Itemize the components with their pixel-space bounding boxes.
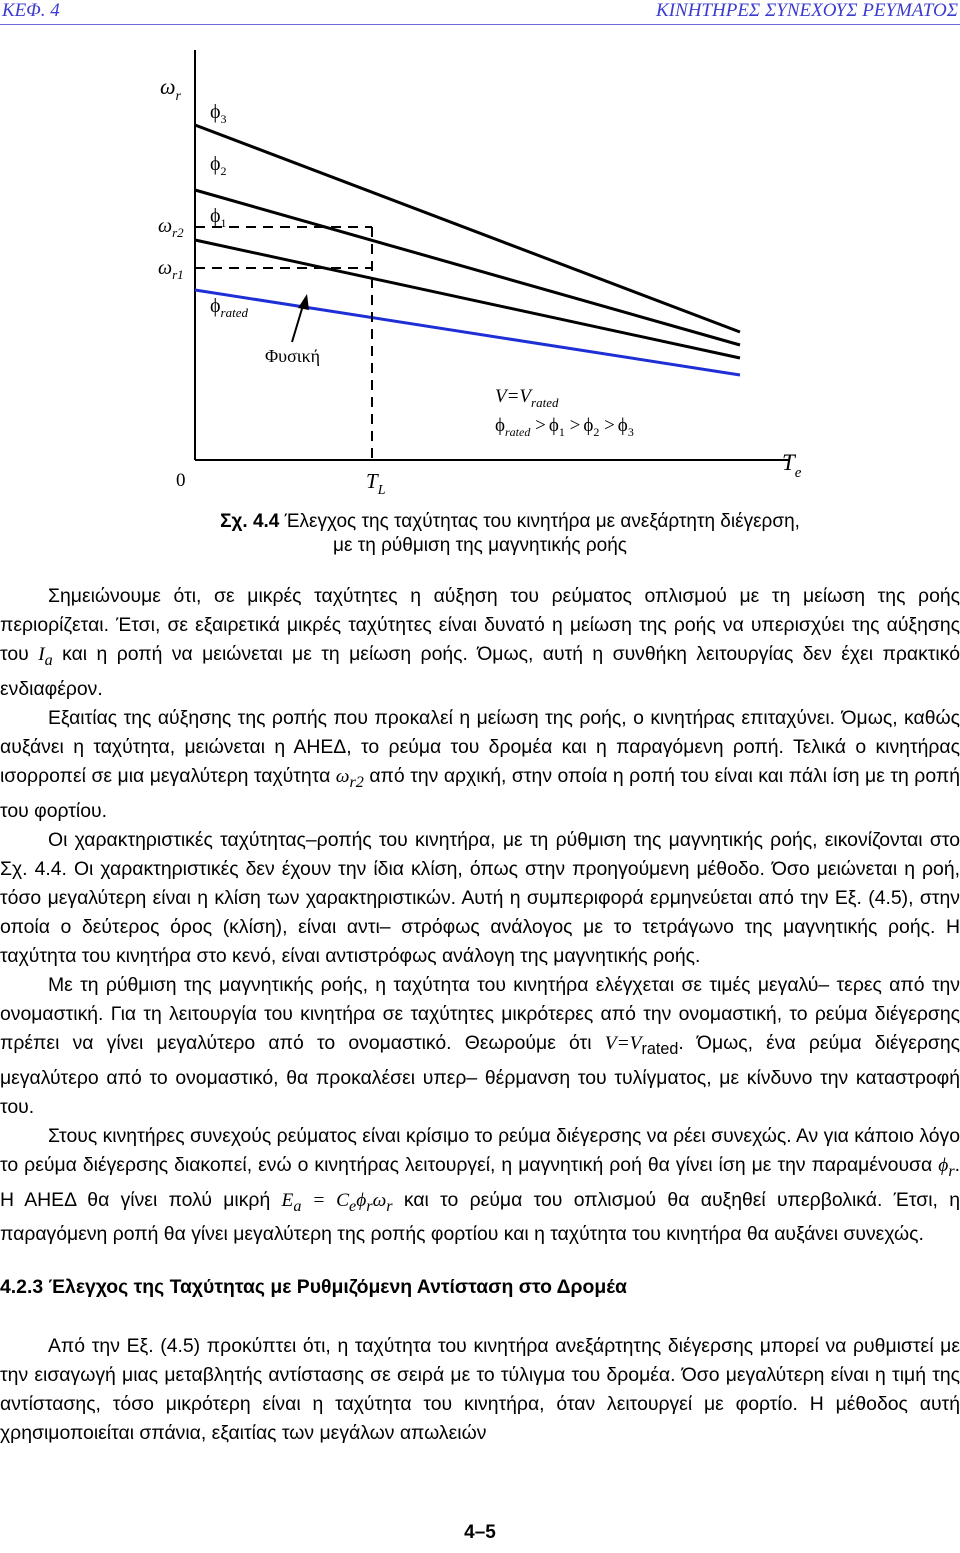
section-heading: 4.2.3 Έλεγχος της Ταχύτητας με Ρυθμιζόμενη Αντίσταση στο Δρομέα (0, 1276, 627, 1299)
fysiki-label: Φυσική (265, 346, 321, 366)
flux-inequality: $\phi_{rated}$ > $\phi_1$ > $\phi_2$ > $\phi_3$ (495, 415, 634, 439)
header-rule (0, 24, 960, 25)
phi3-label: $\phi_3$ (210, 101, 227, 126)
paragraph-4: Με τη ρύθμιση της μαγνητικής ροής, η ταχύτητα του κινητήρα ελέγχεται σε τιμές μεγαλύ– τερες από την ονομαστική. Για τη λειτουργία του κινητήρα σε ταχύτητες μικρότερες από την ονομαστική, το ρεύμα διέγερσης πρέπει να γίνει μεγαλύτερο από το ονομαστικό. Θεωρούμε ότι $V=V_{rated}$. Όμως, ένα ρεύμα διέγερσης μεγαλύτερο από το ονομαστικό, θα προκαλέσει υπερ– θέρμανση του τυλίγματος, με κίνδυνο την καταστροφή του. (0, 973, 960, 1118)
tl-label: $T_L$ (366, 469, 386, 498)
phi1-label: $\phi_1$ (210, 205, 227, 230)
paragraph-6: Από την Εξ. (4.5) προκύπτει ότι, η ταχύτητα του κινητήρα ανεξάρτητης διέγερσης μπορεί να ρυθμιστεί με την εισαγωγή μιας μεταβλητής αντίστασης σε σειρά με το τύλιγμα του δρομέα. Όσο μεγαλύτερη είναι η τιμή της αντίστασης, τόσο μικρότερη είναι η ταχύτητα του κινητήρα, όταν λειτουργεί με φορτίο. Η μέθοδος αυτή χρησιμοποιείται σπάνια, εξαιτίας των μεγάλων απωλειών (0, 1335, 960, 1445)
chapter-title: ΚΙΝΗΤΗΡΕΣ ΣΥΝΕΧΟΥΣ ΡΕΥΜΑΤΟΣ (656, 0, 958, 21)
caption-line-2: με τη ρύθμιση της μαγνητικής ροής (333, 535, 627, 556)
phi2-line (195, 190, 740, 345)
x-axis-label: $T_e$ (782, 450, 802, 481)
paragraph-1: Σημειώνουμε ότι, σε μικρές ταχύτητες η αύξηση του ρεύματος οπλισμού με τη μείωση της ροής περιορίζεται. Έτσι, σε εξαιρετικά μικρές ταχύτητες είναι δυνατό η μείωση της ροής να υπερισχύει της αύξησης του $I_a$ και η ροπή να μειώνεται με τη μείωση ροής. Όμως, αυτή η συνθήκη λειτουργίας δεν έχει πρακτικό ενδιαφέρον. (0, 585, 960, 700)
chapter-label: ΚΕΦ. 4 (2, 0, 60, 21)
y-axis-label: $\omega_r$ (160, 74, 181, 104)
body-text (0, 582, 960, 1448)
phi3-line (195, 125, 740, 332)
paragraph-5: Στους κινητήρες συνεχούς ρεύματος είναι κρίσιμο το ρεύμα διέγερσης να ρέει συνεχώς. Αν για κάποιο λόγο το ρεύμα διέγερσης διακοπεί, ενώ ο κινητήρας λειτουργεί, η μαγνητική ροή θα γίνει ίση με την παραμένουσα $\phi_r$. Η ΑΗΕΔ θα γίνει πολύ μικρή $E_a = C_e\phi_r\omega_r$ και το ρεύμα του οπλισμού θα αυξηθεί υπερβολικά. Έτσι, η παραγόμενη ροπή θα γίνει μεγαλύτερη της ροπής φορτίου και η ταχύτητα του κινητήρα θα αυξάνει συνεχώς. (0, 1124, 960, 1246)
emf-formula: $E_a = C_e\phi_r\omega_r$ (281, 1189, 393, 1215)
v-rated-eq: $V=V_{rated}$ (495, 386, 559, 410)
origin-label: 0 (176, 470, 186, 491)
paragraph-3: Οι χαρακτηριστικές ταχύτητας–ροπής του κινητήρα, με τη ρύθμιση της μαγνητικής ροής, εικονίζονται στο Σχ. 4.4. Οι χαρακτηριστικές δεν έχουν την ίδια κλίση, όπως στην προηγούμενη μέθοδο. Όσο μειώνεται η ροή, τόσο μεγαλύτερη είναι η κλίση των χαρακτηριστικών. Αυτή η συμπεριφορά ερμηνεύεται από την Εξ. (4.5), στην οποία ο δεύτερος όρος (κλίση), είναι αντι– στρόφως ανάλογος με το τετράγωνο της μαγνητικής ροής. Η ταχύτητα του κινητήρα στο κενό, είναι αντιστρόφως ανάλογη της μαγνητικής ροής. (0, 828, 960, 967)
page-number: 4–5 (464, 1522, 496, 1543)
speed-torque-figure (0, 40, 960, 510)
fysiki-arrowhead (298, 294, 309, 310)
caption-fig-ref: Σχ. 4.4 (220, 511, 280, 532)
phi-rated-label: $\phi_{rated}$ (210, 295, 248, 320)
wr2-label: $\omega_{r2}$ (158, 215, 184, 240)
wr1-label: $\omega_{r1}$ (158, 257, 184, 282)
phi1-line (195, 240, 740, 358)
caption-line-1: Έλεγχος της ταχύτητας του κινητήρα με ανεξάρτητη διέγερση, (284, 511, 800, 532)
paragraph-2: Εξαιτίας της αύξησης της ροπής που προκαλεί η μείωση της ροής, ο κινητήρας επιταχύνει. Όμως, καθώς αυξάνει η ταχύτητα, μειώνεται η ΑΗΕΔ, το ρεύμα του δρομέα και η παραγόμενη ροπή. Τελικά ο κινητήρας ισορροπεί σε μια μεγαλύτερη ταχύτητα $\omega_{r2}$ από την αρχική, στην οποία η ροπή του είναι και πάλι ίση με τη ροπή του φορτίου. (0, 706, 960, 822)
phi2-label: $\phi_2$ (210, 153, 227, 178)
figure-caption (0, 510, 960, 558)
